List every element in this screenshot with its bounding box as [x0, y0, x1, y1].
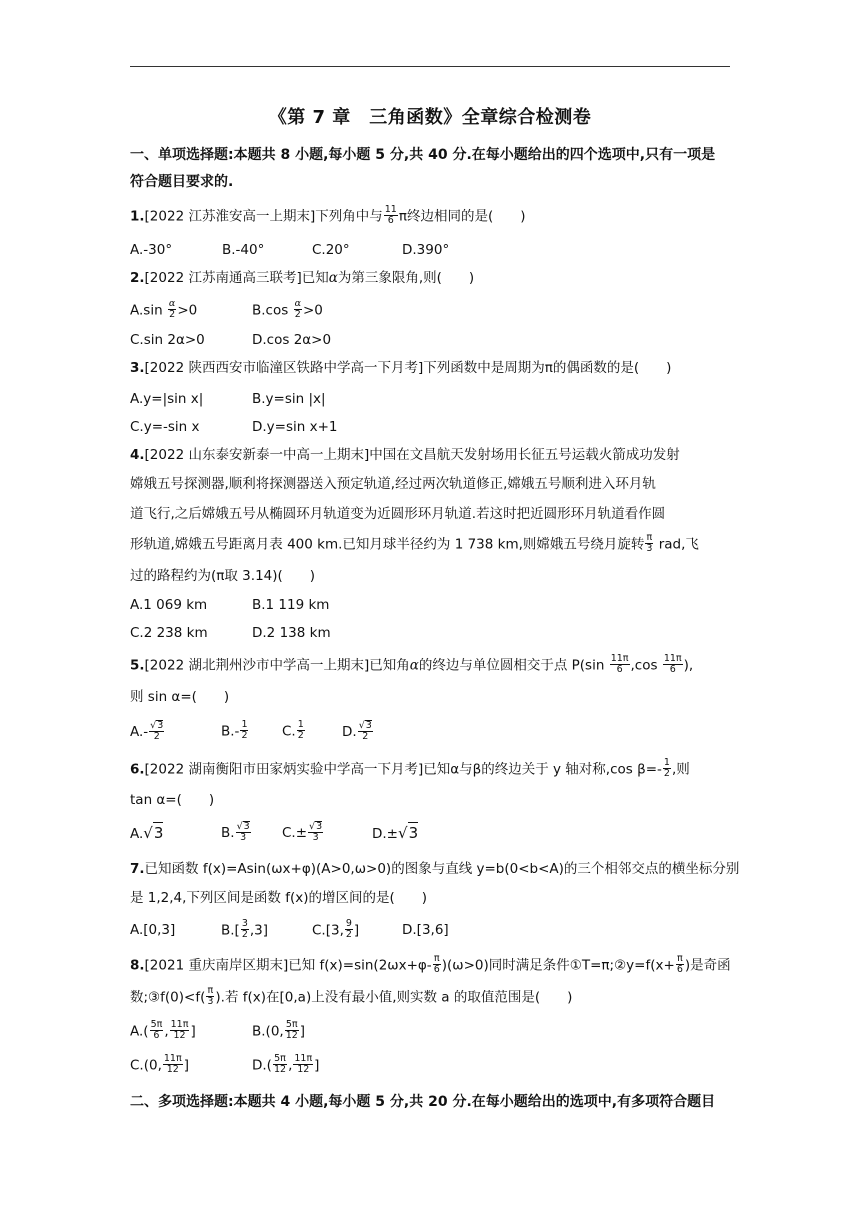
q5-option-c: C. $\frac{1}{2}$ — [282, 719, 304, 741]
q8-option-b: B.(0, $\frac{5\pi}{12}$ ] — [252, 1019, 306, 1041]
question-7-line2: 是 1,2,4,下列区间是函数 f(x)的增区间的是( ) — [130, 890, 428, 906]
q3-option-d: D.y=sin x+1 — [252, 419, 338, 435]
question-source: [2022 江苏南通高三联考] — [144, 270, 302, 286]
question-8-line1: 8.[2021 重庆南岸区期末]已知 f(x)=sin(2ωx+φ- $\frac{\pi}{6}$ )(ω>0)同时满足条件①T=π;②y=f(x+ $\frac{\pi}{6}$ )是奇函 — [130, 953, 731, 975]
stem-text: 为第三象限角,则( ) — [337, 270, 475, 286]
q5-option-d: D. $\frac{√3}{2}$ — [342, 720, 372, 742]
question-number: 6. — [130, 761, 145, 778]
question-number: 7. — [130, 861, 145, 877]
question-7-line1: 7.已知函数 f(x)=Asin(ωx+φ)(A>0,ω>0)的图象与直线 y=b(0<b<A)的三个相邻交点的横坐标分别 — [130, 861, 740, 877]
question-4-line4: 形轨道,嫦娥五号距离月表 400 km.已知月球半径约为 1 738 km,则嫦娥五号绕月旋转 $\frac{\pi}{3}$ rad,飞 — [130, 532, 699, 554]
question-3-stem — [130, 358, 671, 378]
question-4-line3: 道飞行,之后嫦娥五号从椭圆环月轨道变为近圆形环月轨道.若这时把近圆形环月轨道看作圆 — [130, 506, 666, 522]
page-title: 《第 7 章 三角函数》全章综合检测卷 — [268, 107, 592, 128]
q2-option-d: D.cos 2α>0 — [252, 332, 332, 348]
question-6-line1: 6.[2022 湖南衡阳市田家炳实验中学高一下月考]已知α与β的终边关于 y 轴对称,cos β=- $\frac{1}{2}$ ,则 — [130, 757, 690, 779]
question-4-line1: 4.[2022 山东泰安新泰一中高一上期末]中国在文昌航天发射场用长征五号运载火箭成功发射 — [130, 447, 680, 463]
question-5-line1: 5.[2022 湖北荆州沙市中学高一上期末]已知角α的终边与单位圆相交于点 P(sin $\frac{11\pi}{6}$ ,cos $\frac{11\pi}{6}$ ), — [130, 653, 694, 675]
q1-option-a: A.-30° — [130, 242, 173, 258]
q8-option-c: C.(0, $\frac{11\pi}{12}$ ] — [130, 1053, 189, 1075]
q2-option-b: B.cos $\frac{\alpha}{2}$ >0 — [252, 298, 323, 320]
q2-option-c: C.sin 2α>0 — [130, 332, 205, 348]
question-5-line2: 则 sin α=( ) — [130, 689, 230, 705]
question-number: 1. — [130, 208, 145, 225]
q1-option-b: B.-40° — [222, 242, 265, 258]
question-number: 3. — [130, 360, 145, 376]
q3-option-a: A.y=|sin x| — [130, 391, 204, 407]
section2-heading-line1: 二、多项选择题:本题共 4 小题,每小题 5 分,共 20 分.在每小题给出的选项中,有多项符合题目 — [130, 1094, 716, 1110]
question-number: 2. — [130, 270, 145, 286]
q8-option-a: A.( $\frac{5\pi}{6}$ , $\frac{11\pi}{12}$ ] — [130, 1019, 196, 1041]
question-6-line2: tan α=( ) — [130, 792, 215, 808]
pi-symbol: π — [398, 208, 407, 225]
question-1-stem — [130, 206, 526, 227]
q1-option-c: C.20° — [312, 242, 350, 258]
q4-option-c: C.2 238 km — [130, 625, 208, 641]
q4-option-a: A.1 069 km — [130, 597, 208, 613]
q6-option-d: D.±√3 — [372, 824, 419, 842]
question-source: [2021 重庆南岸区期末] — [144, 957, 289, 974]
question-number: 4. — [130, 447, 145, 463]
q5-option-a: A.- $\frac{√3}{2}$ — [130, 720, 164, 742]
question-source: [2022 湖北荆州沙市中学高一上期末] — [144, 657, 370, 674]
question-source: [2022 湖南衡阳市田家炳实验中学高一下月考] — [144, 761, 424, 778]
stem-text: 已知 — [301, 270, 329, 286]
q7-option-a: A.[0,3] — [130, 922, 176, 938]
question-number: 5. — [130, 657, 145, 674]
section1-heading-line2: 符合题目要求的. — [130, 174, 234, 190]
q6-option-c: C.± $\frac{√3}{3}$ — [282, 821, 323, 843]
q3-option-c: C.y=-sin x — [130, 419, 200, 435]
header-rule — [130, 66, 730, 67]
q6-option-a: A.√3 — [130, 824, 164, 842]
q7-option-b: B.[ $\frac{3}{2}$ ,3] — [221, 918, 269, 940]
question-source: [2022 山东泰安新泰一中高一上期末] — [144, 447, 370, 463]
question-4-line5: 过的路程约为(π取 3.14)( ) — [130, 568, 316, 584]
q6-option-b: B. $\frac{√3}{3}$ — [221, 821, 250, 843]
question-source: [2022 陕西西安市临潼区铁路中学高一下月考] — [144, 360, 424, 376]
q8-option-d: D.( $\frac{5\pi}{12}$ , $\frac{11\pi}{12}$ ] — [252, 1053, 320, 1075]
question-4-line2: 嫦娥五号探测器,顺利将探测器送入预定轨道,经过两次轨道修正,嫦娥五号顺利进入环月轨 — [130, 476, 656, 492]
q4-option-d: D.2 138 km — [252, 625, 331, 641]
section1-heading-line1: 一、单项选择题:本题共 8 小题,每小题 5 分,共 40 分.在每小题给出的四个选项中,只有一项是 — [130, 147, 716, 163]
q2-option-a: A.sin $\frac{\alpha}{2}$ >0 — [130, 298, 198, 320]
stem-text: 终边相同的是( ) — [406, 208, 526, 225]
stem-text: 下列函数中是周期为π的偶函数的是( ) — [423, 360, 672, 376]
fraction: $\frac{11}{6}$ — [384, 204, 397, 226]
q4-option-b: B.1 119 km — [252, 597, 330, 613]
stem-text: 下列角中与 — [315, 208, 383, 225]
q7-option-d: D.[3,6] — [402, 922, 449, 938]
q3-option-b: B.y=sin |x| — [252, 391, 326, 407]
alpha-symbol: α — [328, 270, 338, 286]
q5-option-b: B.- $\frac{1}{2}$ — [221, 719, 248, 741]
question-8-line2: 数;③f(0)<f( $\frac{\pi}{3}$ ).若 f(x)在[0,a)上没有最小值,则实数 a 的取值范围是( ) — [130, 985, 573, 1007]
question-source: [2022 江苏淮安高一上期末] — [144, 208, 316, 225]
q7-option-c: C.[3, $\frac{9}{2}$ ] — [312, 918, 360, 940]
question-number: 8. — [130, 957, 145, 974]
question-2-stem — [130, 268, 474, 288]
q1-option-d: D.390° — [402, 242, 450, 258]
